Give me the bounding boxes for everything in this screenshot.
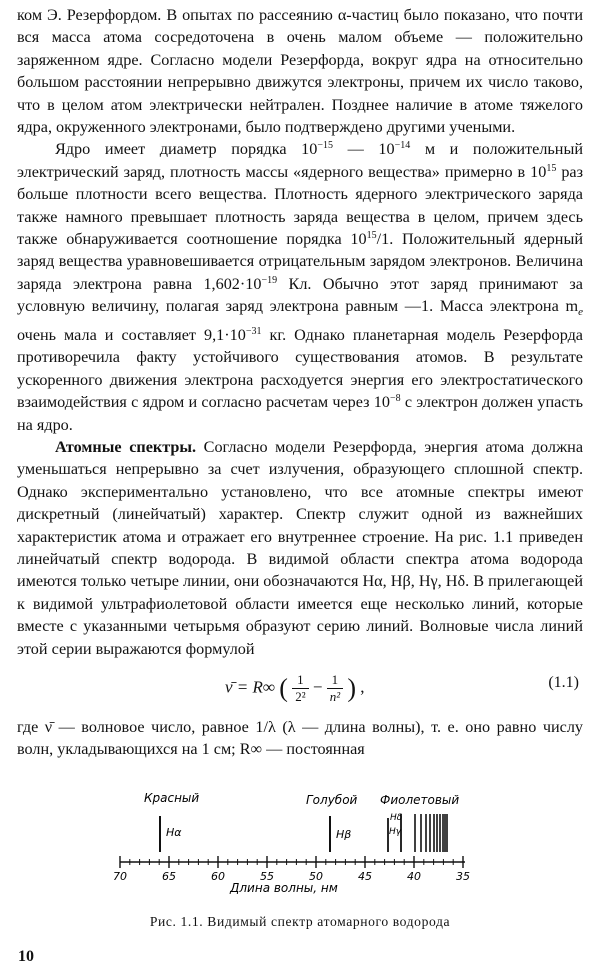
axis-title: Длина волны, нм — [230, 881, 338, 895]
paragraph-nucleus: Ядро имеет диаметр порядка $10^{-15}$ — $10^{-14}$ м и положительный электрический заряд, плотность массы «ядерного вещества» примерно в $10^{15}$ раз больше плотности всего вещества. Плотность ядерного электрического заряда также намного превышает плотность заряда вещества в целом, причем здесь также обнаруживается соотношение порядка $10^{15}/1$. Положительный ядерный заряд вещества уравновешивается отрицательным зарядом электронов. Величина заряда электрона равна $1,602\cdot 10^{-19}$ Кл. Обычно этот заряд принимают за условную величину, полагая заряд электрона равным —1. Масса электрона $m_e$ очень мала и составляет $9,1\cdot 10^{-31}$ кг. Однако планетарная модель Резерфорда противоречила факту устойчивого существования атомов. В результате ускоренного движения электрона расходуется энергия его электростатического взаимодействия с ядром и согласно расчетам через $10^{-8}$ с электрон должен упасть на ядро. — [17, 140, 583, 434]
spectral-lines-uv-series — [415, 814, 447, 852]
formula-number: (1.1) — [548, 674, 579, 692]
label-h-delta: Hδ — [390, 813, 403, 823]
section-heading-atomic-spectra: Атомные спектры. — [55, 437, 197, 456]
axis-tick-label: 45 — [358, 870, 372, 883]
axis-tick-label: 55 — [260, 870, 274, 883]
page-body — [17, 4, 583, 761]
label-violet: Фиолетовый — [380, 793, 460, 807]
page-number: 10 — [18, 948, 34, 965]
axis-tick-label: 65 — [162, 870, 176, 883]
hydrogen-spectrum-figure — [100, 790, 490, 930]
label-blue: Голубой — [306, 793, 358, 807]
figure-caption: Рис. 1.1. Видимый спектр атомарного водорода — [149, 914, 451, 929]
formula-balmer: ν̄ = R∞ ( $\frac{1}{\text{2²}}$ − $\frac{1}{\text{n²}}$ ) , (1.1) — [225, 672, 579, 705]
axis-tick-label: 60 — [211, 870, 225, 883]
paragraph-rutherford-intro: ком Э. Резерфордом. В опытах по рассеянию α-частиц было показано, что почти вся масса атома сосредоточена в очень малом объеме — положительно заряженном ядре. Согласно модели Резерфорда, вокруг ядра на относительно большом расстоянии непрерывно движутся электроны, причем их число таково, что в целом атом электрически нейтрален. Позднее наличие в атоме тяжелого ядра, окруженного электронами, было подтверждено другими учеными. — [17, 6, 583, 137]
axis-tick-label: 50 — [309, 870, 323, 883]
axis-tick-label: 70 — [113, 870, 127, 883]
axis-tick-label: 40 — [407, 870, 421, 883]
label-h-alpha: Hα — [166, 826, 182, 839]
axis-major-ticks — [113, 856, 470, 883]
label-red: Красный — [144, 791, 200, 805]
paragraph-wave-number: где ν̄ — волновое число, равное 1/λ (λ — длина волны), т. е. оно равно числу волн, укладывающихся на 1 см; R∞ — постоянная — [17, 718, 583, 759]
label-h-gamma: Hγ — [389, 827, 402, 837]
label-h-beta: Hβ — [336, 828, 352, 841]
paragraph-atomic-spectra: Атомные спектры. Согласно модели Резерфорда, энергия атома должна уменьшаться непрерывно за счет излучения, образующего сплошной спектр. Однако экспериментально установлено, что все атомные спектры имеют дискретный (линейчатый) характер. Спектр служит одной из важнейших характеристик атома и отражает его внутреннее строение. На рис. 1.1 приведен линейчатый спектр водорода. В видимой области спектра атома водорода имеются только четыре линии, они обозначаются Hα, Hβ, Hγ, Hδ. В прилегающей к видимой ультрафиолетовой области имеется еще несколько линий, которые вместе с указанными четырьмя образуют серию линий. Волновые числа линий этой серии выражаются формулой — [17, 437, 584, 658]
axis-tick-label: 35 — [456, 870, 470, 883]
